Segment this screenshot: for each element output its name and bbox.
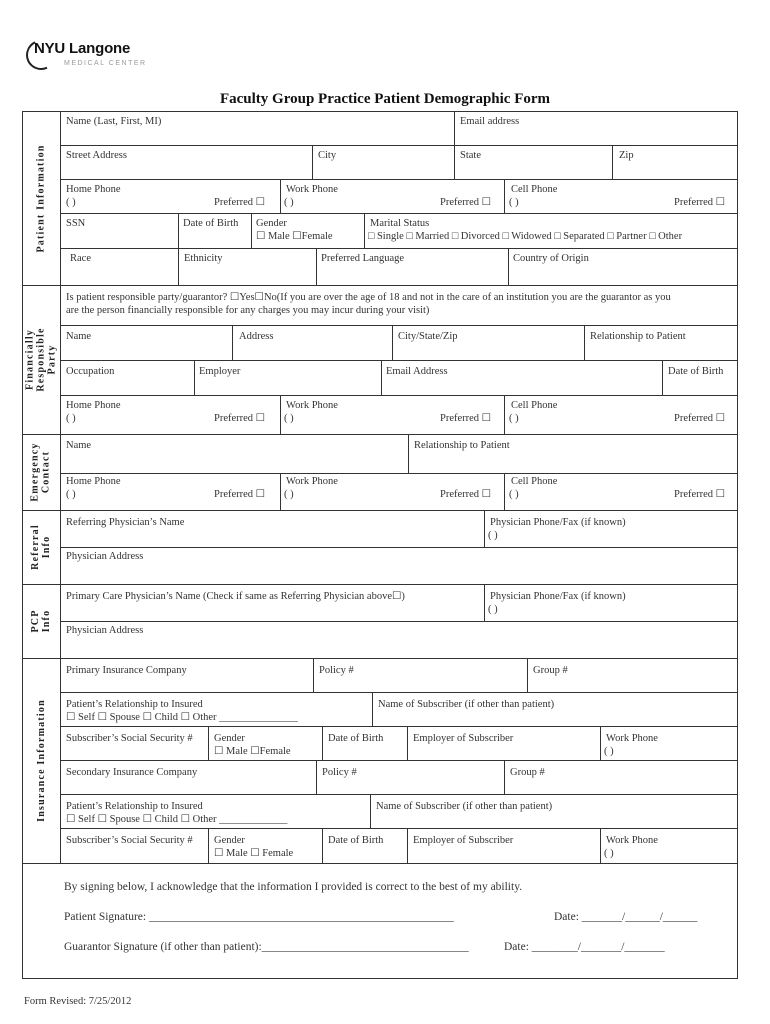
demographic-form — [22, 111, 738, 979]
patient-country-field[interactable]: Country of Origin — [513, 253, 589, 264]
guarantor-cell-phone-paren: ( ) — [509, 413, 519, 424]
primary-insurance-company-field[interactable]: Primary Insurance Company — [66, 665, 187, 676]
primary-subscriber-employer-field[interactable]: Employer of Subscriber — [413, 733, 514, 744]
guarantor-question-line1[interactable]: Is patient responsible party/guarantor? ☐Yes☐No(If you are over the age of 18 and not in the care of an institution you are the guarantor as you — [66, 292, 671, 303]
referring-physician-phone-field[interactable]: Physician Phone/Fax (if known) — [490, 517, 626, 528]
secondary-subscriber-name-field[interactable]: Name of Subscriber (if other than patient) — [376, 801, 553, 812]
emergency-cell-phone-paren: ( ) — [509, 489, 519, 500]
pcp-name-field[interactable]: Primary Care Physician’s Name (Check if same as Referring Physician above☐) — [66, 591, 405, 602]
guarantor-work-phone-field[interactable]: Work Phone — [286, 400, 338, 411]
patient-street-field[interactable]: Street Address — [66, 150, 127, 161]
patient-cell-preferred-checkbox[interactable]: Preferred ☐ — [674, 197, 726, 208]
primary-subscriber-name-field[interactable]: Name of Subscriber (if other than patient) — [378, 699, 555, 710]
patient-signature-date[interactable]: Date: _______/______/______ — [554, 911, 698, 923]
patient-city-field[interactable]: City — [318, 150, 337, 161]
patient-home-phone-paren: ( ) — [66, 197, 76, 208]
primary-subscriber-work-phone-paren: ( ) — [604, 746, 614, 757]
patient-race-field[interactable]: Race — [70, 253, 91, 264]
label-column-divider — [60, 111, 61, 863]
secondary-relationship-checkboxes[interactable]: ☐ Self ☐ Spouse ☐ Child ☐ Other _____________ — [66, 814, 288, 825]
patient-home-preferred-checkbox[interactable]: Preferred ☐ — [214, 197, 266, 208]
primary-subscriber-work-phone-field[interactable]: Work Phone — [606, 733, 658, 744]
referring-physician-phone-paren: ( ) — [488, 530, 498, 541]
patient-name-field[interactable]: Name (Last, First, MI) — [66, 116, 162, 127]
form-revised-date: Form Revised: 7/25/2012 — [24, 996, 132, 1007]
secondary-subscriber-ssn-field[interactable]: Subscriber’s Social Security # — [66, 835, 193, 846]
guarantor-question-line2: are the person financially responsible for any charges you may incur during your visit) — [66, 305, 430, 316]
patient-marital-checkboxes[interactable]: □ Single □ Married □ Divorced □ Widowed □ Separated □ Partner □ Other — [368, 231, 683, 242]
section-label-financial: Financially Responsible Party — [24, 327, 58, 392]
patient-ethnicity-field[interactable]: Ethnicity — [184, 253, 223, 264]
patient-cell-phone-field[interactable]: Cell Phone — [511, 184, 558, 195]
patient-language-field[interactable]: Preferred Language — [321, 253, 405, 264]
guarantor-occupation-field[interactable]: Occupation — [66, 366, 115, 377]
emergency-work-phone-field[interactable]: Work Phone — [286, 476, 338, 487]
section-label-insurance: Insurance Information — [35, 699, 47, 822]
logo-name: NYU Langone — [34, 40, 131, 57]
patient-marital-label: Marital Status — [370, 218, 430, 229]
emergency-cell-preferred-checkbox[interactable]: Preferred ☐ — [674, 489, 726, 500]
emergency-relationship-field[interactable]: Relationship to Patient — [414, 440, 510, 451]
guarantor-city-state-zip-field[interactable]: City/State/Zip — [398, 331, 458, 342]
section-label-referral: Referral Info — [30, 524, 52, 570]
secondary-subscriber-work-phone-paren: ( ) — [604, 848, 614, 859]
form-bottom-border — [22, 978, 738, 979]
patient-zip-field[interactable]: Zip — [619, 150, 634, 161]
form-right-border — [737, 111, 738, 979]
patient-ssn-field[interactable]: SSN — [66, 218, 86, 229]
emergency-name-field[interactable]: Name — [66, 440, 92, 451]
emergency-cell-phone-field[interactable]: Cell Phone — [511, 476, 558, 487]
patient-gender-checkboxes[interactable]: ☐ Male ☐Female — [256, 231, 333, 242]
section-label-patient: Patient Information — [35, 143, 47, 253]
patient-work-phone-field[interactable]: Work Phone — [286, 184, 338, 195]
guarantor-email-field[interactable]: Email Address — [386, 366, 448, 377]
referring-physician-name-field[interactable]: Referring Physician’s Name — [66, 517, 185, 528]
guarantor-address-field[interactable]: Address — [239, 331, 274, 342]
guarantor-home-phone-paren: ( ) — [66, 413, 76, 424]
form-title: Faculty Group Practice Patient Demographic Form — [219, 91, 551, 107]
patient-work-preferred-checkbox[interactable]: Preferred ☐ — [440, 197, 492, 208]
secondary-gender-label: Gender — [214, 835, 245, 846]
logo-subtitle: MEDICAL CENTER — [64, 60, 147, 67]
primary-policy-field[interactable]: Policy # — [319, 665, 354, 676]
secondary-group-field[interactable]: Group # — [510, 767, 545, 778]
primary-relationship-label: Patient’s Relationship to Insured — [66, 699, 203, 710]
pcp-address-field[interactable]: Physician Address — [66, 625, 144, 636]
patient-work-phone-paren: ( ) — [284, 197, 294, 208]
guarantor-home-phone-field[interactable]: Home Phone — [66, 400, 121, 411]
guarantor-signature-line[interactable]: Guarantor Signature (if other than patient):____________________________________ — [64, 941, 469, 953]
secondary-subscriber-employer-field[interactable]: Employer of Subscriber — [413, 835, 514, 846]
acknowledgement-text: By signing below, I acknowledge that the information I provided is correct to the best of my ability. — [64, 881, 523, 893]
patient-email-field[interactable]: Email address — [460, 116, 520, 127]
guarantor-work-phone-paren: ( ) — [284, 413, 294, 424]
referring-physician-address-field[interactable]: Physician Address — [66, 551, 144, 562]
emergency-home-preferred-checkbox[interactable]: Preferred ☐ — [214, 489, 266, 500]
guarantor-employer-field[interactable]: Employer — [199, 366, 241, 377]
emergency-work-preferred-checkbox[interactable]: Preferred ☐ — [440, 489, 492, 500]
primary-subscriber-dob-field[interactable]: Date of Birth — [328, 733, 384, 744]
guarantor-dob-field[interactable]: Date of Birth — [668, 366, 724, 377]
nyu-langone-logo — [22, 34, 162, 74]
form-top-border — [22, 111, 738, 112]
patient-state-field[interactable]: State — [460, 150, 481, 161]
guarantor-name-field[interactable]: Name — [66, 331, 92, 342]
guarantor-signature-date[interactable]: Date: ________/_______/_______ — [504, 941, 665, 953]
guarantor-work-preferred-checkbox[interactable]: Preferred ☐ — [440, 413, 492, 424]
primary-gender-checkboxes[interactable]: ☐ Male ☐Female — [214, 746, 291, 757]
patient-home-phone-field[interactable]: Home Phone — [66, 184, 121, 195]
primary-gender-label: Gender — [214, 733, 245, 744]
guarantor-home-preferred-checkbox[interactable]: Preferred ☐ — [214, 413, 266, 424]
secondary-relationship-label: Patient’s Relationship to Insured — [66, 801, 203, 812]
patient-gender-label: Gender — [256, 218, 287, 229]
guarantor-cell-phone-field[interactable]: Cell Phone — [511, 400, 558, 411]
primary-relationship-checkboxes[interactable]: ☐ Self ☐ Spouse ☐ Child ☐ Other _______________ — [66, 712, 298, 723]
patient-signature-line[interactable]: Patient Signature: _____________________________________________________ — [64, 911, 454, 923]
pcp-phone-field[interactable]: Physician Phone/Fax (if known) — [490, 591, 626, 602]
patient-dob-field[interactable]: Date of Birth — [183, 218, 239, 229]
secondary-subscriber-dob-field[interactable]: Date of Birth — [328, 835, 384, 846]
secondary-policy-field[interactable]: Policy # — [322, 767, 357, 778]
secondary-gender-checkboxes[interactable]: ☐ Male ☐ Female — [214, 848, 294, 859]
patient-cell-phone-paren: ( ) — [509, 197, 519, 208]
guarantor-cell-preferred-checkbox[interactable]: Preferred ☐ — [674, 413, 726, 424]
emergency-work-phone-paren: ( ) — [284, 489, 294, 500]
primary-group-field[interactable]: Group # — [533, 665, 568, 676]
secondary-subscriber-work-phone-field[interactable]: Work Phone — [606, 835, 658, 846]
section-label-pcp: PCP Info — [30, 609, 52, 633]
emergency-home-phone-paren: ( ) — [66, 489, 76, 500]
emergency-home-phone-field[interactable]: Home Phone — [66, 476, 121, 487]
guarantor-relationship-field[interactable]: Relationship to Patient — [590, 331, 686, 342]
section-label-emergency: Emergency Contact — [30, 442, 52, 502]
primary-subscriber-ssn-field[interactable]: Subscriber’s Social Security # — [66, 733, 193, 744]
secondary-insurance-company-field[interactable]: Secondary Insurance Company — [66, 767, 198, 778]
pcp-phone-paren: ( ) — [488, 604, 498, 615]
